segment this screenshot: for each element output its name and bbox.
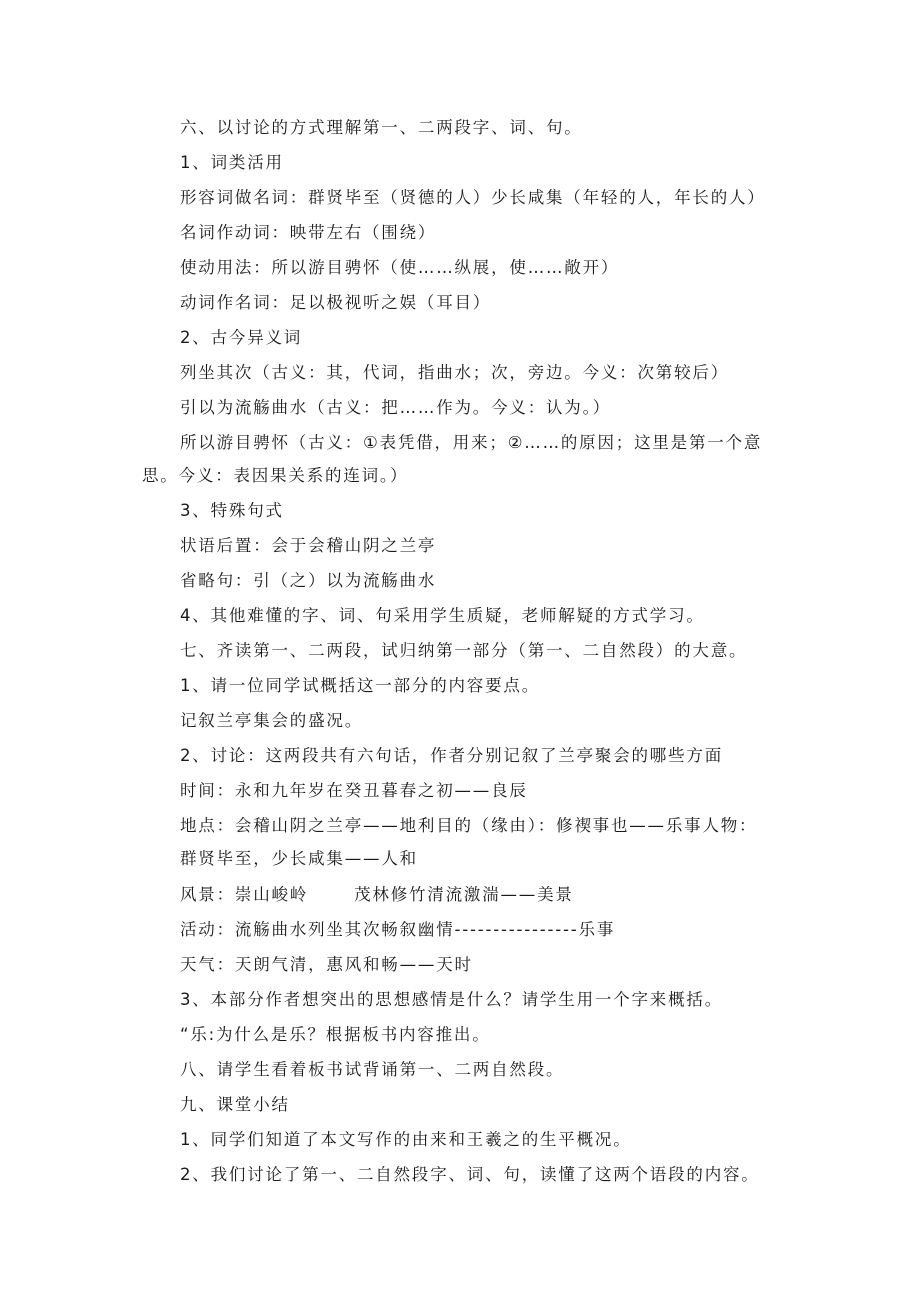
- text-line: 引以为流觞曲水（古义：把……作为。今义：认为。）: [180, 398, 611, 417]
- text-line: 2、我们讨论了第一、二自然段字、词、句，读懂了这两个语段的内容。: [180, 1165, 760, 1184]
- text-line: 2、讨论：这两段共有六句话，作者分别记叙了兰亭聚会的哪些方面: [180, 746, 723, 765]
- text-line-weather: 天气：天朗气清，惠风和畅——天时: [180, 955, 473, 974]
- text-line: 动词作名词：足以极视听之娱（耳目）: [180, 293, 492, 312]
- text-line: 状语后置：会于会稽山阴之兰亭: [180, 536, 437, 555]
- text-line: 列坐其次（古义：其，代词，指曲水；次，旁边。今义：次第较后）: [180, 363, 729, 382]
- text-line: “乐:为什么是乐？根据板书内容推出。: [180, 1025, 491, 1044]
- text-line-scenery: [180, 884, 574, 906]
- text-line: 4、其他难懂的字、词、句采用学生质疑，老师解疑的方式学习。: [180, 606, 705, 625]
- text-line-people: 群贤毕至，少长咸集——人和: [180, 849, 418, 868]
- subheading-word-class: 1、词类活用: [180, 153, 284, 172]
- text-line-activity: 活动：流觞曲水列坐其次畅叙幽情----------------乐事: [180, 920, 616, 939]
- text-line: 记叙兰亭集会的盛况。: [180, 711, 363, 730]
- text-line: 3、本部分作者想突出的思想感情是什么？请学生用一个字来概括。: [180, 990, 723, 1009]
- subheading-special-sentence: 3、特殊句式: [180, 501, 284, 520]
- text-line-continuation: 思。今义：表因果关系的连词。）: [142, 466, 409, 485]
- section-heading-summary: 九、课堂小结: [180, 1095, 290, 1114]
- text-line: 使动用法：所以游目骋怀（使……纵展，使……敞开）: [180, 258, 620, 277]
- text-line: 形容词做名词：群贤毕至（贤德的人）少长咸集（年轻的人，年长的人）: [180, 188, 766, 207]
- section-heading-reading: 七、齐读第一、二两段，试归纳第一部分（第一、二自然段）的大意。: [180, 641, 748, 660]
- scenery-detail: 茂林修竹清流激湍——美景: [354, 885, 574, 904]
- text-line: 所以游目骋怀（古义：①表凭借，用来；②……的原因；这里是第一个意: [180, 433, 763, 452]
- section-heading-discussion: 六、以讨论的方式理解第一、二两段字、词、句。: [180, 118, 583, 137]
- text-line: 1、请一位同学试概括这一部分的内容要点。: [180, 676, 540, 695]
- section-heading-recite: 八、请学生看着板书试背诵第一、二两自然段。: [180, 1060, 565, 1079]
- text-line: 省略句：引（之）以为流觞曲水: [180, 571, 437, 590]
- text-line-place: 地点：会稽山阴之兰亭——地利目的（缘由）：修禊事也——乐事人物：: [180, 816, 758, 835]
- scenery-label: 风景：崇山峻岭: [180, 885, 309, 904]
- subheading-ancient-modern: 2、古今异义词: [180, 328, 303, 347]
- text-line: 名词作动词：映带左右（围绕）: [180, 223, 437, 242]
- text-line: 1、同学们知道了本文写作的由来和王羲之的生平概况。: [180, 1130, 632, 1149]
- text-line-time: 时间：永和九年岁在癸丑暮春之初——良辰: [180, 781, 528, 800]
